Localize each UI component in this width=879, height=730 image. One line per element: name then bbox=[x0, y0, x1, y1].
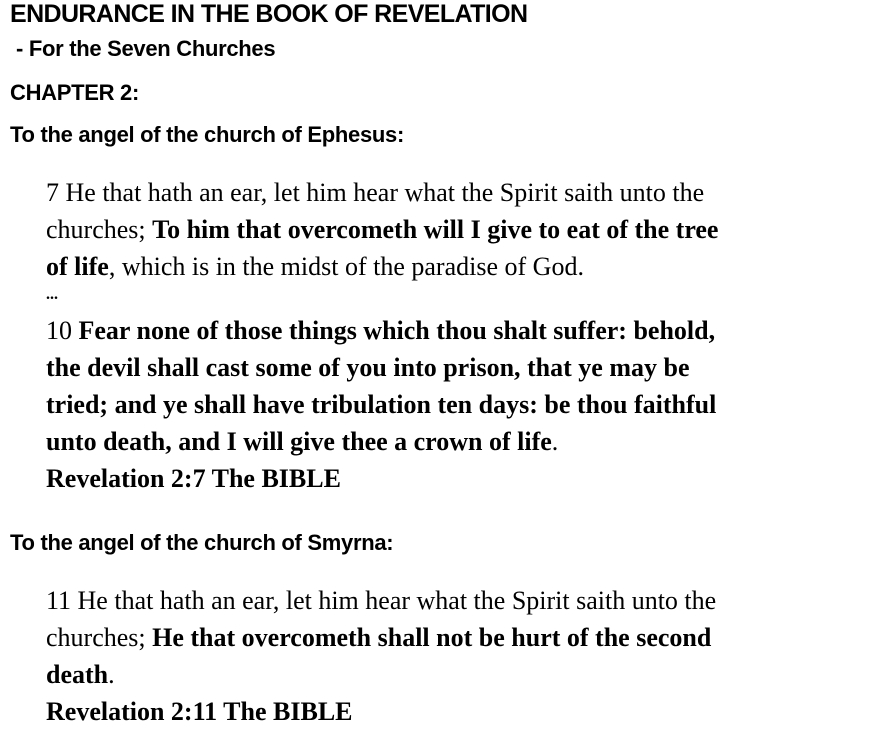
verse-line bbox=[46, 349, 846, 386]
document-title: ENDURANCE IN THE BOOK OF REVELATION bbox=[10, 0, 528, 28]
verse-line bbox=[46, 312, 846, 349]
citation-text: Revelation 2:7 The BIBLE bbox=[46, 464, 341, 493]
verse-line bbox=[46, 619, 846, 656]
chapter-heading: CHAPTER 2: bbox=[10, 80, 140, 105]
verse-line bbox=[46, 582, 846, 619]
verse-text: churches; bbox=[46, 623, 153, 652]
ephesus-verse-10 bbox=[46, 312, 846, 497]
verse-text: , which is in the midst of the paradise of God. bbox=[108, 252, 584, 281]
citation-text: Revelation 2:11 The BIBLE bbox=[46, 697, 353, 726]
smyrna-verse-11 bbox=[46, 582, 846, 730]
omission-ellipsis: ... bbox=[46, 286, 58, 303]
verse-emphasis: Fear none of those things which thou shalt suffer: behold, bbox=[78, 316, 716, 345]
verse-line bbox=[46, 386, 846, 423]
verse-emphasis: the devil shall cast some of you into prison, that ye may be bbox=[46, 353, 690, 382]
verse-line bbox=[46, 656, 846, 693]
verse-text: . bbox=[551, 427, 559, 456]
verse-text: 11 He that hath an ear, let him hear what the Spirit saith unto the bbox=[46, 586, 717, 615]
document-subtitle: - For the Seven Churches bbox=[16, 36, 276, 61]
verse-emphasis: To him that overcometh will I give to eat of the tree bbox=[152, 215, 719, 244]
ephesus-heading: To the angel of the church of Ephesus: bbox=[10, 122, 404, 147]
verse-emphasis: unto death, and I will give thee a crown of life bbox=[46, 427, 552, 456]
verse-text: . bbox=[108, 660, 115, 689]
verse-emphasis: death bbox=[46, 660, 109, 689]
verse-text: churches; bbox=[46, 215, 153, 244]
verse-emphasis: He that overcometh shall not be hurt of the second bbox=[152, 623, 712, 652]
verse-line bbox=[46, 423, 846, 460]
verse-emphasis: of life bbox=[46, 252, 109, 281]
ephesus-verse-7 bbox=[46, 174, 846, 285]
verse-line bbox=[46, 211, 846, 248]
smyrna-heading: To the angel of the church of Smyrna: bbox=[10, 530, 394, 555]
verse-text: 10 bbox=[46, 316, 79, 345]
verse-line bbox=[46, 248, 846, 285]
verse-emphasis: tried; and ye shall have tribulation ten days: be thou faithful bbox=[46, 390, 717, 419]
verse-citation bbox=[46, 693, 846, 730]
verse-text: 7 He that hath an ear, let him hear what the Spirit saith unto the bbox=[46, 178, 705, 207]
verse-line bbox=[46, 174, 846, 211]
verse-citation bbox=[46, 460, 846, 497]
